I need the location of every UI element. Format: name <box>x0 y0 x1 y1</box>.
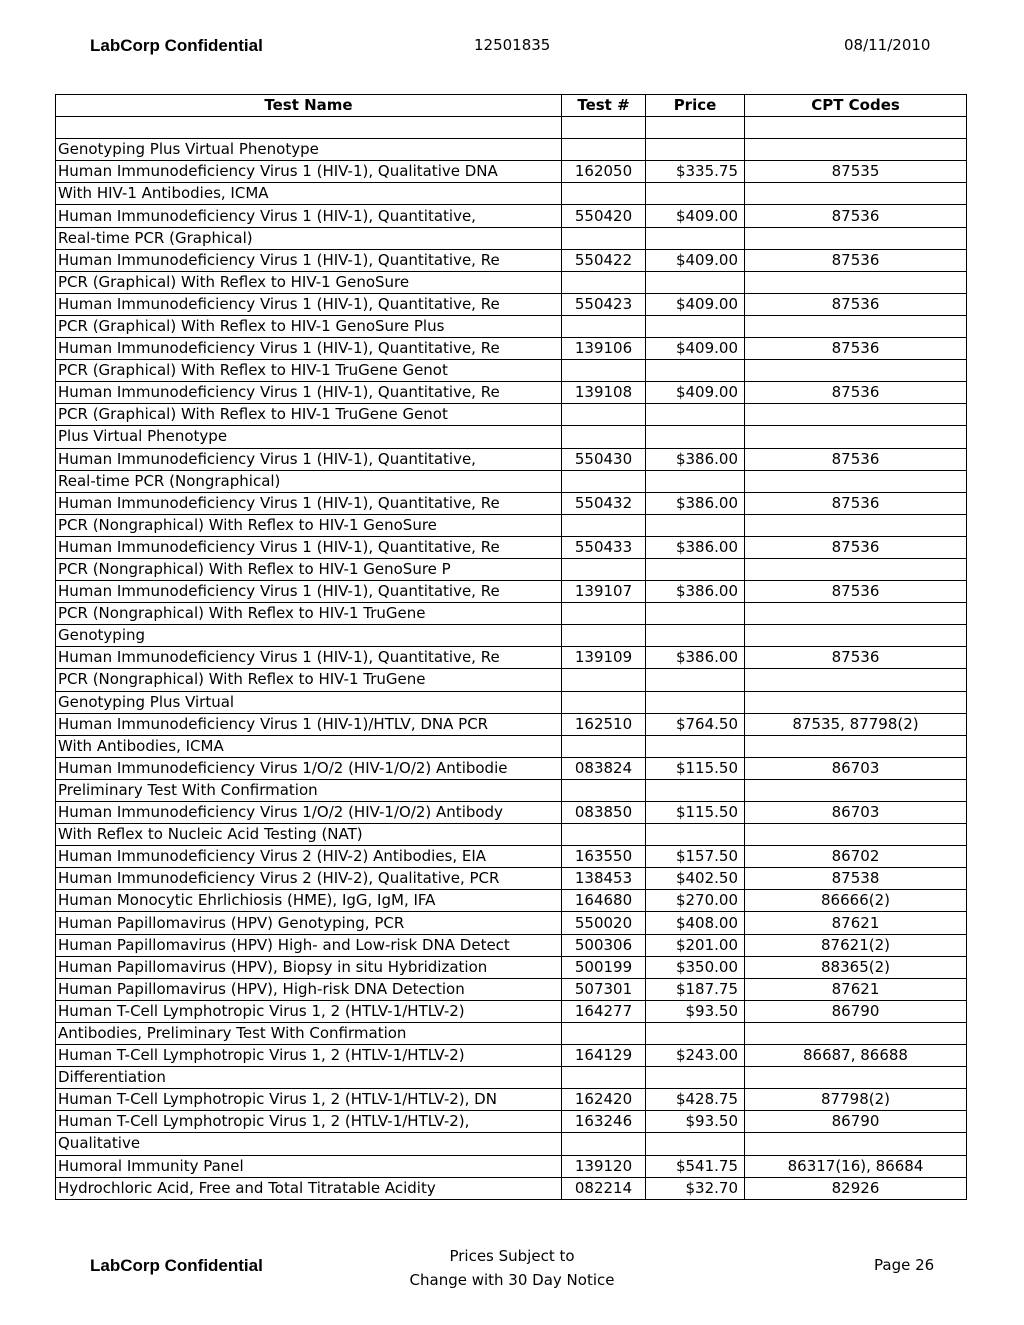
cell-test-name: Human Immunodeficiency Virus 1 (HIV-1), Quantitative, Re <box>56 492 562 514</box>
cell-price: $115.50 <box>646 802 745 824</box>
cell-cpt-codes: 87536 <box>745 448 967 470</box>
table-row <box>56 868 967 890</box>
cell-price <box>646 271 745 293</box>
cell-test-number: 550432 <box>562 492 646 514</box>
cell-test-number <box>562 779 646 801</box>
cell-price: $386.00 <box>646 581 745 603</box>
cell-price: $201.00 <box>646 934 745 956</box>
table-row <box>56 293 967 315</box>
cell-cpt-codes: 87621 <box>745 978 967 1000</box>
cell-price <box>646 669 745 691</box>
cell-test-number: 163550 <box>562 846 646 868</box>
cell-test-name: PCR (Nongraphical) With Reflex to HIV-1 GenoSure <box>56 514 562 536</box>
cell-test-number <box>562 514 646 536</box>
cell-test-number: 164277 <box>562 1000 646 1022</box>
cell-cpt-codes: 87536 <box>745 492 967 514</box>
cell-cpt-codes: 88365(2) <box>745 956 967 978</box>
table-row <box>56 647 967 669</box>
cell-test-number <box>562 735 646 757</box>
cell-price <box>646 735 745 757</box>
cell-cpt-codes <box>745 779 967 801</box>
cell-price <box>646 315 745 337</box>
cell-cpt-codes <box>745 824 967 846</box>
cell-price: $270.00 <box>646 890 745 912</box>
cell-cpt-codes <box>745 117 967 139</box>
table-row <box>56 227 967 249</box>
cell-test-name: PCR (Graphical) With Reflex to HIV-1 TruGene Genot <box>56 404 562 426</box>
cell-test-name: PCR (Graphical) With Reflex to HIV-1 GenoSure Plus <box>56 315 562 337</box>
cell-cpt-codes: 86702 <box>745 846 967 868</box>
cell-test-name: PCR (Nongraphical) With Reflex to HIV-1 TruGene <box>56 669 562 691</box>
cell-cpt-codes <box>745 227 967 249</box>
cell-test-name: Human Immunodeficiency Virus 1 (HIV-1), Quantitative, Re <box>56 647 562 669</box>
cell-price: $386.00 <box>646 448 745 470</box>
cell-price: $409.00 <box>646 205 745 227</box>
cell-price <box>646 183 745 205</box>
table-row <box>56 426 967 448</box>
cell-test-name: Antibodies, Preliminary Test With Confirmation <box>56 1022 562 1044</box>
footer-notice-line2: Change with 30 Day Notice <box>409 1271 615 1289</box>
table-row <box>56 338 967 360</box>
table-row <box>56 956 967 978</box>
cell-test-number: 083824 <box>562 757 646 779</box>
cell-cpt-codes <box>745 1022 967 1044</box>
cell-test-number: 550020 <box>562 912 646 934</box>
cell-price: $115.50 <box>646 757 745 779</box>
cell-test-name: Human Immunodeficiency Virus 1 (HIV-1)/HTLV, DNA PCR <box>56 713 562 735</box>
cell-cpt-codes: 86703 <box>745 802 967 824</box>
cell-cpt-codes: 86703 <box>745 757 967 779</box>
table-row <box>56 802 967 824</box>
cell-test-number: 163246 <box>562 1111 646 1133</box>
cell-test-number <box>562 603 646 625</box>
table-row <box>56 470 967 492</box>
cell-cpt-codes: 87536 <box>745 581 967 603</box>
cell-price <box>646 117 745 139</box>
table-row <box>56 757 967 779</box>
cell-test-name: PCR (Nongraphical) With Reflex to HIV-1 GenoSure P <box>56 558 562 580</box>
cell-test-number <box>562 824 646 846</box>
cell-test-number: 550430 <box>562 448 646 470</box>
cell-test-number <box>562 315 646 337</box>
table-row <box>56 205 967 227</box>
cell-test-name: Human Immunodeficiency Virus 1 (HIV-1), Quantitative, Re <box>56 293 562 315</box>
cell-cpt-codes: 86666(2) <box>745 890 967 912</box>
column-header-price: Price <box>646 95 745 117</box>
cell-price <box>646 426 745 448</box>
cell-cpt-codes <box>745 558 967 580</box>
cell-test-name: PCR (Graphical) With Reflex to HIV-1 TruGene Genot <box>56 360 562 382</box>
cell-test-number: 138453 <box>562 868 646 890</box>
cell-test-name: Human Immunodeficiency Virus 2 (HIV-2) Antibodies, EIA <box>56 846 562 868</box>
cell-cpt-codes <box>745 183 967 205</box>
column-header-test-name: Test Name <box>56 95 562 117</box>
cell-price <box>646 1022 745 1044</box>
cell-test-number <box>562 669 646 691</box>
table-row <box>56 117 967 139</box>
cell-test-number <box>562 117 646 139</box>
cell-test-name <box>56 117 562 139</box>
cell-test-name: Human Immunodeficiency Virus 1 (HIV-1), Quantitative, Re <box>56 536 562 558</box>
cell-test-number: 164129 <box>562 1045 646 1067</box>
cell-price: $350.00 <box>646 956 745 978</box>
table-row <box>56 1045 967 1067</box>
cell-cpt-codes <box>745 603 967 625</box>
cell-price: $409.00 <box>646 293 745 315</box>
cell-price: $32.70 <box>646 1177 745 1199</box>
cell-price: $409.00 <box>646 249 745 271</box>
cell-cpt-codes: 87621(2) <box>745 934 967 956</box>
cell-cpt-codes: 87621 <box>745 912 967 934</box>
cell-price <box>646 603 745 625</box>
cell-price: $335.75 <box>646 161 745 183</box>
cell-test-name: Human Immunodeficiency Virus 1 (HIV-1), Qualitative DNA <box>56 161 562 183</box>
cell-test-number <box>562 1067 646 1089</box>
cell-price: $386.00 <box>646 492 745 514</box>
cell-price <box>646 779 745 801</box>
cell-test-name: PCR (Graphical) With Reflex to HIV-1 GenoSure <box>56 271 562 293</box>
cell-cpt-codes <box>745 139 967 161</box>
cell-cpt-codes: 87536 <box>745 338 967 360</box>
cell-test-number: 139107 <box>562 581 646 603</box>
cell-price <box>646 360 745 382</box>
table-row <box>56 161 967 183</box>
cell-test-number: 500306 <box>562 934 646 956</box>
cell-test-number <box>562 470 646 492</box>
cell-cpt-codes: 87798(2) <box>745 1089 967 1111</box>
cell-test-name: Human T-Cell Lymphotropic Virus 1, 2 (HTLV-1/HTLV-2) <box>56 1000 562 1022</box>
cell-test-number <box>562 271 646 293</box>
cell-test-name: Genotyping <box>56 625 562 647</box>
cell-cpt-codes: 87536 <box>745 249 967 271</box>
cell-test-name: Human Papillomavirus (HPV) Genotyping, PCR <box>56 912 562 934</box>
table-row <box>56 713 967 735</box>
cell-test-number <box>562 1133 646 1155</box>
cell-test-name: Human Immunodeficiency Virus 2 (HIV-2), Qualitative, PCR <box>56 868 562 890</box>
cell-price: $93.50 <box>646 1111 745 1133</box>
table-row <box>56 249 967 271</box>
cell-test-name: Human Immunodeficiency Virus 1/O/2 (HIV-1/O/2) Antibodie <box>56 757 562 779</box>
table-row <box>56 1177 967 1199</box>
cell-cpt-codes <box>745 1067 967 1089</box>
table-row <box>56 1067 967 1089</box>
cell-cpt-codes: 87538 <box>745 868 967 890</box>
cell-test-name: Genotyping Plus Virtual <box>56 691 562 713</box>
footer-company: LabCorp Confidential <box>90 1256 263 1275</box>
cell-cpt-codes <box>745 625 967 647</box>
cell-price <box>646 1133 745 1155</box>
cell-test-name: Genotyping Plus Virtual Phenotype <box>56 139 562 161</box>
cell-test-number <box>562 360 646 382</box>
footer-page-number: Page 26 <box>874 1256 935 1274</box>
table-row <box>56 890 967 912</box>
cell-test-number: 139109 <box>562 647 646 669</box>
cell-price: $409.00 <box>646 338 745 360</box>
cell-price: $402.50 <box>646 868 745 890</box>
cell-test-name: Human T-Cell Lymphotropic Virus 1, 2 (HTLV-1/HTLV-2), DN <box>56 1089 562 1111</box>
cell-test-name: Human Immunodeficiency Virus 1 (HIV-1), Quantitative, Re <box>56 338 562 360</box>
cell-price: $187.75 <box>646 978 745 1000</box>
table-body <box>56 117 967 1200</box>
cell-test-name: Human Papillomavirus (HPV), High-risk DNA Detection <box>56 978 562 1000</box>
cell-test-name: Human Immunodeficiency Virus 1/O/2 (HIV-1/O/2) Antibody <box>56 802 562 824</box>
header-document-number: 12501835 <box>474 36 551 54</box>
cell-price <box>646 558 745 580</box>
table-row <box>56 669 967 691</box>
cell-price <box>646 625 745 647</box>
table-row <box>56 1089 967 1111</box>
table-row <box>56 779 967 801</box>
table-row <box>56 271 967 293</box>
cell-cpt-codes: 87535 <box>745 161 967 183</box>
cell-price: $93.50 <box>646 1000 745 1022</box>
cell-test-number <box>562 1022 646 1044</box>
table-row <box>56 492 967 514</box>
cell-price <box>646 139 745 161</box>
table-row <box>56 691 967 713</box>
cell-test-name: Human Papillomavirus (HPV), Biopsy in situ Hybridization <box>56 956 562 978</box>
cell-test-number: 139106 <box>562 338 646 360</box>
table-row <box>56 360 967 382</box>
table-row <box>56 735 967 757</box>
cell-test-name: Human Monocytic Ehrlichiosis (HME), IgG, IgM, IFA <box>56 890 562 912</box>
cell-test-name: With Antibodies, ICMA <box>56 735 562 757</box>
cell-cpt-codes <box>745 271 967 293</box>
cell-test-name: Human Immunodeficiency Virus 1 (HIV-1), Quantitative, Re <box>56 382 562 404</box>
table-row <box>56 558 967 580</box>
cell-test-name: Hydrochloric Acid, Free and Total Titratable Acidity <box>56 1177 562 1199</box>
cell-price: $428.75 <box>646 1089 745 1111</box>
cell-test-number: 082214 <box>562 1177 646 1199</box>
cell-cpt-codes: 87536 <box>745 293 967 315</box>
cell-test-number: 550422 <box>562 249 646 271</box>
table-row <box>56 625 967 647</box>
cell-test-number <box>562 227 646 249</box>
cell-test-number: 550433 <box>562 536 646 558</box>
cell-price: $541.75 <box>646 1155 745 1177</box>
cell-cpt-codes <box>745 669 967 691</box>
table-row <box>56 514 967 536</box>
cell-cpt-codes <box>745 735 967 757</box>
cell-test-number: 083850 <box>562 802 646 824</box>
table-row <box>56 536 967 558</box>
cell-price: $764.50 <box>646 713 745 735</box>
cell-cpt-codes <box>745 404 967 426</box>
table-header-row <box>56 95 967 117</box>
cell-price <box>646 404 745 426</box>
cell-cpt-codes: 87535, 87798(2) <box>745 713 967 735</box>
cell-test-name: Human Papillomavirus (HPV) High- and Low-risk DNA Detect <box>56 934 562 956</box>
table-row <box>56 581 967 603</box>
cell-cpt-codes: 86317(16), 86684 <box>745 1155 967 1177</box>
cell-cpt-codes: 86790 <box>745 1111 967 1133</box>
table-row <box>56 315 967 337</box>
table-row <box>56 846 967 868</box>
cell-test-name: With HIV-1 Antibodies, ICMA <box>56 183 562 205</box>
cell-cpt-codes: 87536 <box>745 382 967 404</box>
table-row <box>56 978 967 1000</box>
cell-test-name: Differentiation <box>56 1067 562 1089</box>
cell-test-name: Qualitative <box>56 1133 562 1155</box>
cell-test-number: 550420 <box>562 205 646 227</box>
cell-test-name: Human Immunodeficiency Virus 1 (HIV-1), Quantitative, Re <box>56 581 562 603</box>
cell-test-number <box>562 426 646 448</box>
cell-test-name: Humoral Immunity Panel <box>56 1155 562 1177</box>
table-row <box>56 1022 967 1044</box>
column-header-test-number: Test # <box>562 95 646 117</box>
cell-cpt-codes <box>745 1133 967 1155</box>
cell-cpt-codes: 87536 <box>745 205 967 227</box>
cell-test-number <box>562 404 646 426</box>
cell-cpt-codes <box>745 691 967 713</box>
cell-price: $157.50 <box>646 846 745 868</box>
column-header-cpt-codes: CPT Codes <box>745 95 967 117</box>
cell-test-name: Preliminary Test With Confirmation <box>56 779 562 801</box>
cell-price <box>646 514 745 536</box>
cell-test-name: Plus Virtual Phenotype <box>56 426 562 448</box>
cell-cpt-codes <box>745 514 967 536</box>
cell-price <box>646 1067 745 1089</box>
table-row <box>56 1000 967 1022</box>
cell-cpt-codes <box>745 315 967 337</box>
cell-test-number: 500199 <box>562 956 646 978</box>
cell-test-number <box>562 139 646 161</box>
cell-cpt-codes: 86790 <box>745 1000 967 1022</box>
cell-cpt-codes: 82926 <box>745 1177 967 1199</box>
cell-test-name: Human Immunodeficiency Virus 1 (HIV-1), Quantitative, Re <box>56 249 562 271</box>
cell-test-number: 162510 <box>562 713 646 735</box>
table-row <box>56 1133 967 1155</box>
cell-price: $243.00 <box>646 1045 745 1067</box>
table-row <box>56 139 967 161</box>
header-company: LabCorp Confidential <box>90 36 263 55</box>
cell-price: $386.00 <box>646 647 745 669</box>
footer-notice-line1: Prices Subject to <box>449 1247 575 1265</box>
table-row <box>56 912 967 934</box>
cell-test-number: 139108 <box>562 382 646 404</box>
table-row <box>56 603 967 625</box>
cell-test-name: Human Immunodeficiency Virus 1 (HIV-1), Quantitative, <box>56 205 562 227</box>
table-row <box>56 382 967 404</box>
cell-price: $386.00 <box>646 536 745 558</box>
cell-test-name: PCR (Nongraphical) With Reflex to HIV-1 TruGene <box>56 603 562 625</box>
table-row <box>56 404 967 426</box>
cell-test-name: Human Immunodeficiency Virus 1 (HIV-1), Quantitative, <box>56 448 562 470</box>
cell-test-number: 162420 <box>562 1089 646 1111</box>
cell-test-number: 507301 <box>562 978 646 1000</box>
cell-cpt-codes <box>745 360 967 382</box>
cell-cpt-codes <box>745 426 967 448</box>
cell-test-number: 139120 <box>562 1155 646 1177</box>
table-row <box>56 824 967 846</box>
cell-test-name: Human T-Cell Lymphotropic Virus 1, 2 (HTLV-1/HTLV-2) <box>56 1045 562 1067</box>
cell-price: $408.00 <box>646 912 745 934</box>
table-row <box>56 448 967 470</box>
cell-cpt-codes <box>745 470 967 492</box>
cell-cpt-codes: 87536 <box>745 536 967 558</box>
table-row <box>56 1155 967 1177</box>
cell-price <box>646 824 745 846</box>
cell-price: $409.00 <box>646 382 745 404</box>
cell-test-name: With Reflex to Nucleic Acid Testing (NAT) <box>56 824 562 846</box>
cell-test-name: Real-time PCR (Nongraphical) <box>56 470 562 492</box>
cell-test-name: Human T-Cell Lymphotropic Virus 1, 2 (HTLV-1/HTLV-2), <box>56 1111 562 1133</box>
cell-test-number: 550423 <box>562 293 646 315</box>
price-table <box>55 94 967 1200</box>
cell-price <box>646 470 745 492</box>
cell-price <box>646 227 745 249</box>
cell-cpt-codes: 87536 <box>745 647 967 669</box>
cell-cpt-codes: 86687, 86688 <box>745 1045 967 1067</box>
cell-test-number <box>562 691 646 713</box>
header-date: 08/11/2010 <box>844 36 931 54</box>
cell-test-number <box>562 625 646 647</box>
footer-notice <box>400 1244 624 1292</box>
cell-test-name: Real-time PCR (Graphical) <box>56 227 562 249</box>
cell-test-number <box>562 558 646 580</box>
cell-test-number: 162050 <box>562 161 646 183</box>
cell-test-number <box>562 183 646 205</box>
table-row <box>56 1111 967 1133</box>
table-row <box>56 934 967 956</box>
table-row <box>56 183 967 205</box>
cell-test-number: 164680 <box>562 890 646 912</box>
cell-price <box>646 691 745 713</box>
